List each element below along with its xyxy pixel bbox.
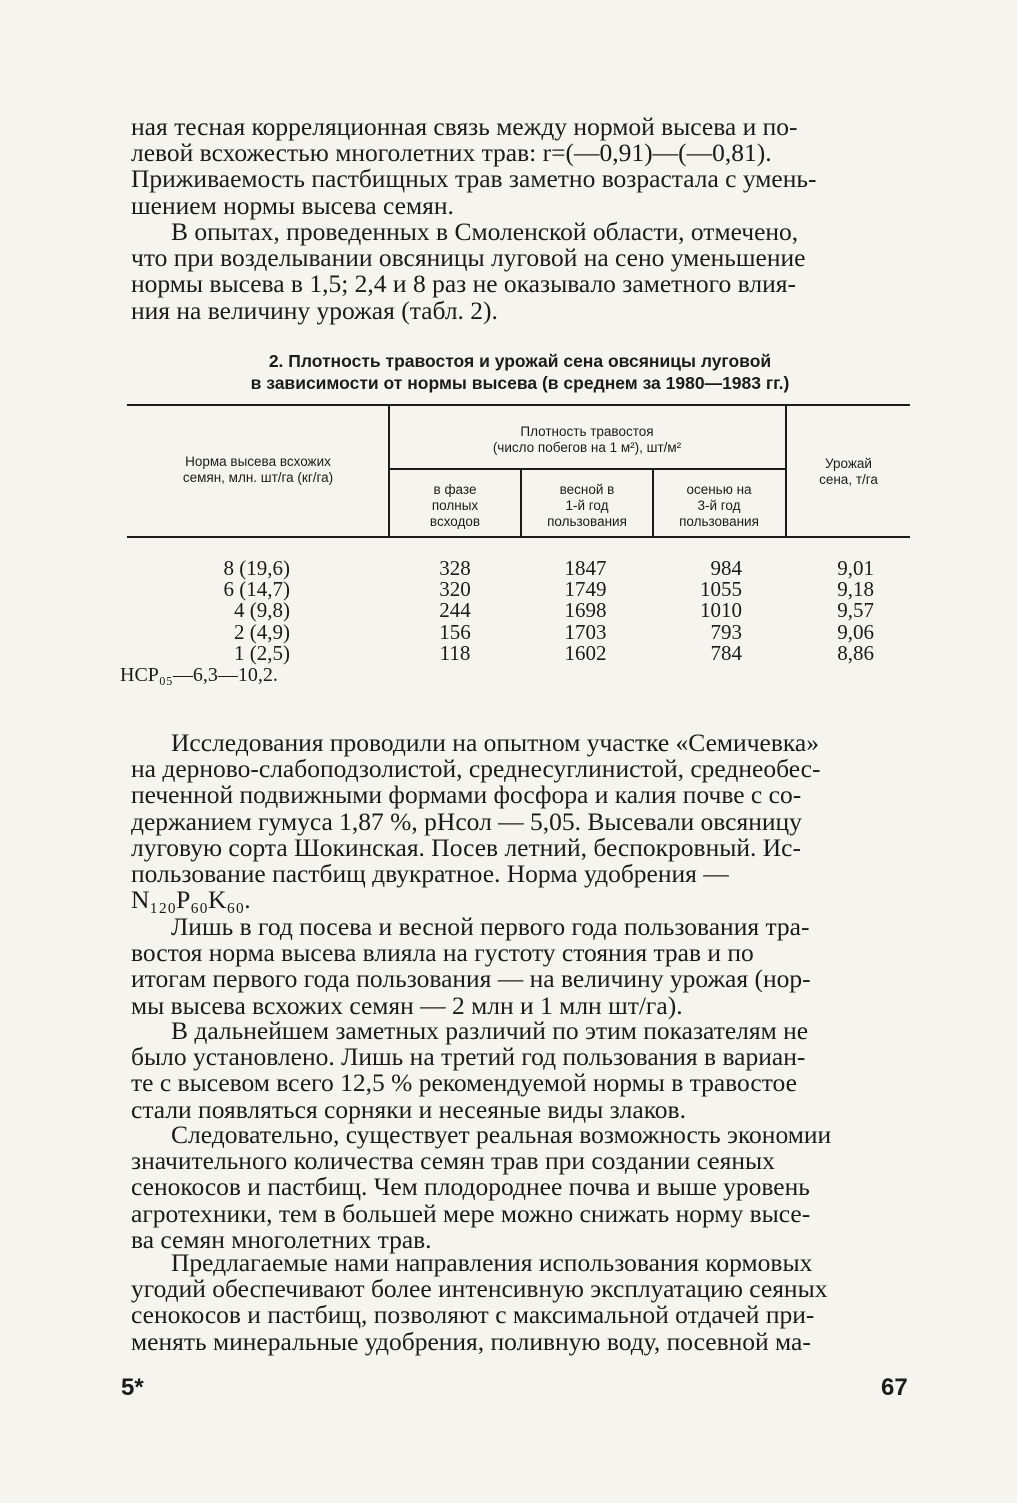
text-line: было установлено. Лишь на третий год пользования в вариан- xyxy=(131,1042,806,1072)
later-findings-paragraph xyxy=(131,1018,911,1123)
text-line: сенокосов и пастбищ. Чем плодороднее почва и выше уровень xyxy=(131,1172,810,1202)
column-full-emergence xyxy=(400,558,510,664)
text-line: N₁₂₀P₆₀K₆₀. xyxy=(131,885,251,915)
table-caption xyxy=(140,350,900,394)
text-line: держанием гумуса 1,87 %, pHсол — 5,05. Высевали овсяницу xyxy=(131,806,802,836)
text-line: ва семян многолетних трав. xyxy=(131,1224,432,1254)
table-cell: 9,18 xyxy=(837,577,874,602)
text-line: угодий обеспечивают более интенсивную эксплуатацию сеяных xyxy=(131,1274,828,1304)
header-stand-density: Плотность травостоя (число побегов на 1 м²), шт/м² xyxy=(492,424,682,455)
subheader-rule xyxy=(389,468,785,470)
text-line: менять минеральные удобрения, поливную воду, посевной ма- xyxy=(131,1326,811,1356)
column-spring-year1 xyxy=(528,558,643,664)
text-line: итогам первого года пользования — на величину урожая (нор- xyxy=(131,964,811,994)
top-paragraph xyxy=(131,114,911,219)
text-line: Лишь в год посева и весной первого года пользования тра- xyxy=(171,912,810,941)
table-header-rule xyxy=(127,536,910,538)
sowing-paragraph xyxy=(131,914,911,1019)
text-line: сенокосов и пастбищ, позволяют с максимальной отдачей при- xyxy=(131,1300,815,1330)
text-line: Предлагаемые нами направления использования кормовых xyxy=(171,1248,813,1277)
table-cell: 244 xyxy=(439,598,471,623)
table-cell: 1749 xyxy=(564,577,607,602)
table-cell: 118 xyxy=(439,640,471,665)
text-line: ния на величину урожая (табл. 2). xyxy=(131,295,498,325)
text-line: востоя норма высева влияла на густоту стояния трав и по xyxy=(131,938,754,968)
text-line: агротехники, тем в большей мере можно снижать норму высе- xyxy=(131,1198,811,1228)
table-cell: 2 (4,9) xyxy=(234,619,290,644)
text-line: те с высевом всего 12,5 % рекомендуемой нормы в травостое xyxy=(131,1068,797,1098)
text-line: пользование пастбищ двукратное. Норма удобрения — xyxy=(131,859,729,889)
table-cell: 320 xyxy=(439,577,471,602)
table-cell: 156 xyxy=(439,619,471,644)
signature-mark: 5* xyxy=(121,1374,144,1401)
table-cell: 9,57 xyxy=(837,598,874,623)
conclusion-paragraph xyxy=(131,1122,911,1253)
proposal-paragraph xyxy=(131,1250,911,1355)
text-line: Следовательно, существует реальная возможность экономии xyxy=(171,1120,832,1149)
table-cell: 9,06 xyxy=(837,619,874,644)
text-line: луговую сорта Шокинская. Посев летний, беспокровный. Ис- xyxy=(131,832,801,862)
table-cell: 4 (9,8) xyxy=(234,598,290,623)
table-cell: 8 (19,6) xyxy=(223,556,290,580)
text-line: нормы высева в 1,5; 2,4 и 8 раз не оказывало заметного влия- xyxy=(131,269,796,299)
header-full-emergence: в фазе полных всходов xyxy=(429,482,481,529)
text-line: Исследования проводили на опытном участке «Семичевка» xyxy=(171,728,819,757)
table-cell: 9,01 xyxy=(837,556,874,580)
column-hay-yield xyxy=(800,558,874,664)
header-spring-year1: весной в 1-й год пользования xyxy=(547,482,627,529)
smolensk-paragraph xyxy=(131,219,911,324)
text-line: Приживаемость пастбищных трав заметно возрастала с умень- xyxy=(131,164,817,194)
header-hay-yield: Урожай сена, т/га xyxy=(819,456,878,487)
table-top-rule xyxy=(127,404,910,406)
table-cell: 1 (2,5) xyxy=(234,640,290,665)
header-seeding-rate: Норма высева всхожих семян, млн. шт/га (кг/га) xyxy=(182,454,334,485)
table-cell: 984 xyxy=(710,556,742,580)
text-line: левой всхожестью многолетних трав: r=(—0,91)—(—0,81). xyxy=(131,138,772,168)
text-line: ная тесная корреляционная связь между нормой высева и по- xyxy=(131,112,798,141)
table-cell: 8,86 xyxy=(837,640,874,665)
header-autumn-year3: осенью на 3-й год пользования xyxy=(679,482,759,529)
research-paragraph xyxy=(131,730,911,913)
table-cell: 6 (14,7) xyxy=(223,577,290,602)
text-line: значительного количества семян трав при создании сеяных xyxy=(131,1146,775,1176)
table-cell: 328 xyxy=(439,556,471,580)
table-cell: 1703 xyxy=(564,619,607,644)
table-caption-line: в зависимости от нормы высева (в среднем за 1980—1983 гг.) xyxy=(250,373,790,393)
table-cell: 1010 xyxy=(700,598,742,623)
table-cell: 1602 xyxy=(564,640,607,665)
text-line: что при возделывании овсяницы луговой на сено уменьшение xyxy=(131,243,806,273)
table-cell: 1847 xyxy=(564,556,607,580)
column-seeding-rate xyxy=(160,558,290,664)
text-line: на дерново-слабоподзолистой, среднесуглинистой, среднеобес- xyxy=(131,754,821,784)
page-number: 67 xyxy=(881,1374,908,1401)
text-line: В дальнейшем заметных различий по этим показателям не xyxy=(171,1016,809,1045)
table-footnote: НСР₀₅—6,3—10,2. xyxy=(120,664,278,686)
table-cell: 1055 xyxy=(700,577,742,602)
text-line: В опытах, проведенных в Смоленской области, отмечено, xyxy=(171,217,799,246)
text-line: шением нормы высева семян. xyxy=(131,190,454,220)
column-autumn-year3 xyxy=(660,558,742,664)
table-cell: 1698 xyxy=(564,598,607,623)
table-cell: 793 xyxy=(710,619,742,644)
text-line: печенной подвижными формами фосфора и калия почве с со- xyxy=(131,780,802,810)
text-line: стали появляться сорняки и несеяные виды злаков. xyxy=(131,1094,686,1124)
table-cell: 784 xyxy=(710,640,742,665)
table-caption-line: 2. Плотность травостоя и урожай сена овсяницы луговой xyxy=(268,351,772,371)
text-line: мы высева всхожих семян — 2 млн и 1 млн шт/га). xyxy=(131,990,683,1020)
